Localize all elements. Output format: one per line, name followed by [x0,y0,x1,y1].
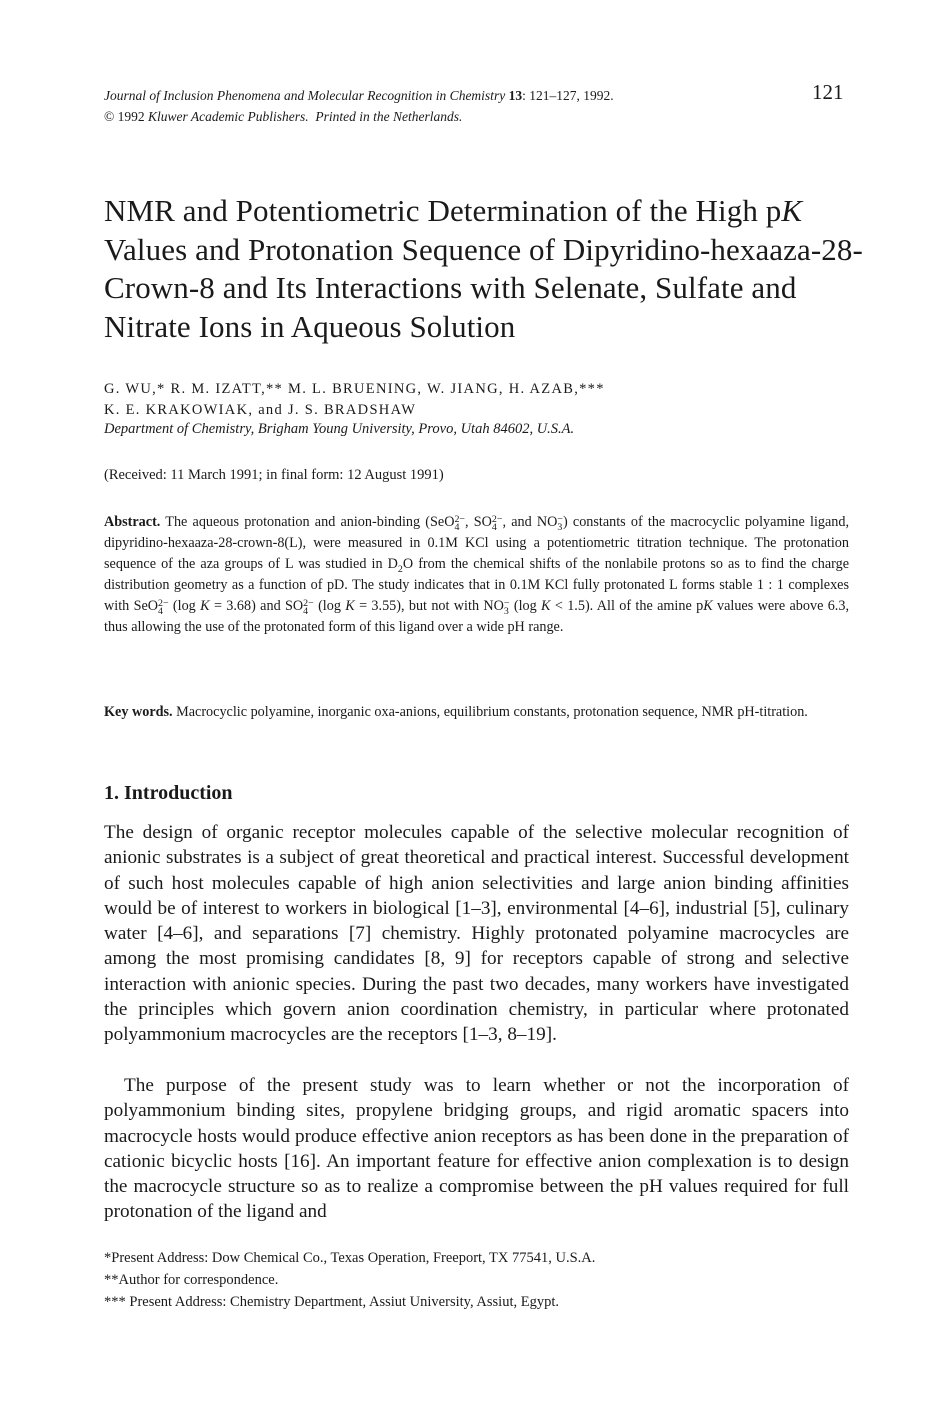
nitrate-formula: NO − 3 [536,513,563,533]
intro-paragraph-1: The design of organic receptor molecules capable of the selective molecular recognition of anionic substrates is a subject of great theoretical and practical interest. Successful development of such host molecules capable of high anion selectivities and large anion binding affinities would be of interest to workers in biological [1–3], environmental [4–6], industrial [5], culinary water [4–6], and separations [7] chemistry. Highly protonated polyamine macrocycles are among the most promising candidates [8, 9] for receptors capable of strong and selective interaction with anionic species. During the past two decades, many workers have investigated the principles which govern anion coordination chemistry, in particular where protonated polyammonium macrocycles are the receptors [1–3, 8–19]. [104,822,849,1046]
abstract-text-3: ) constants of the macrocyclic polyamine ligand, dipyridino-hexaaza-28-crown-8(L), were measured in 0.1M KCl using a potentiometric titration technique. The protonation sequence of the aza groups of L was studied in D [104,514,850,573]
abstract-text-1: The aqueous protonation and anion-binding ( [160,514,430,530]
footnotes [104,1247,849,1313]
selenate-formula-2: SeO 2− 4 [133,597,169,618]
abstract-text-8: = 3.55), but not with [354,598,484,615]
journal-citation-line [104,85,804,106]
footnote-3: *** Present Address: Chemistry Department, Assiut University, Assiut, Egypt. [104,1294,559,1310]
title-rest: Values and Protonation Sequence of Dipyridino-hexaaza-28-Crown-8 and Its Interactions with Selenate, Sulfate and Nitrate Ions in Aqueous Solution [104,231,863,344]
d2o-subscript: 2 [397,564,403,576]
abstract-text-4: O from the chemical shifts of the nonlabile protons so as to find the charge distribution geometry as a function of pD. The study indicates that in 0.1M KCl fully protonated L forms stable 1 : 1 complexes with [104,556,849,615]
journal-header [104,85,804,127]
abstract-text-5: (log [168,598,201,615]
copyright-line [104,106,804,127]
journal-volume: 13 [508,88,523,103]
received-dates: (Received: 11 March 1991; in final form: 12 August 1991) [104,467,444,483]
authors-line-2: K. E. KRAKOWIAK, and J. S. BRADSHAW [104,402,417,418]
authors-line-1: G. WU,* R. M. IZATT,** M. L. BRUENING, W. JIANG, H. AZAB,*** [104,381,605,397]
footnote-1: *Present Address: Dow Chemical Co., Texas Operation, Freeport, TX 77541, U.S.A. [104,1250,596,1266]
abstract-text-7: (log [313,598,346,615]
affiliation: Department of Chemistry, Brigham Young University, Provo, Utah 84602, U.S.A. [104,421,575,437]
section-heading-introduction: 1. Introduction [104,782,233,804]
abstract-text-10: < 1.5). All of the amine p [550,598,704,615]
journal-pages-year: : 121–127, 1992. [522,88,614,103]
abstract-text-2: , and [502,514,537,530]
nitrate-formula-2: NO − 3 [483,597,510,618]
abstract-k-3: K [541,598,551,615]
journal-name: Journal of Inclusion Phenomena and Molecular Recognition in Chemistry [104,88,506,103]
abstract [104,512,849,639]
keywords [104,702,849,723]
sulfate-formula-2: SO 2− 4 [285,597,314,618]
publisher: Kluwer Academic Publishers. [148,109,309,124]
copyright-year: 1992 [117,109,145,124]
keywords-text: Macrocyclic polyamine, inorganic oxa-anions, equilibrium constants, protonation sequence, NMR pH-titration. [172,704,808,720]
abstract-k-2: K [345,598,355,615]
page-number: 121 [812,80,844,104]
intro-paragraph-2: The purpose of the present study was to learn whether or not the incorporation of polyammonium binding sites, propylene bridging groups, and rigid aromatic spacers into macrocycle hosts would produce effective anion receptors as has been done in the preparation of cationic bicyclic hosts [16]. An important feature for effective anion complexation is to design the macrocycle structure so as to realize a compromise between the pH values required for full protonation of the ligand and [104,1075,849,1223]
author-list [104,379,864,421]
copyright-symbol: © [104,109,115,124]
sulfate-formula: SO 2− 4 [473,513,503,533]
printed-in: Printed in the Netherlands. [315,109,463,124]
selenate-formula: SeO 2− 4 [430,513,465,533]
title-k: K [781,193,803,228]
footnote-2: **Author for correspondence. [104,1272,279,1288]
abstract-text-6: = 3.68) and [209,598,286,615]
title-main: NMR and Potentiometric Determination of the High p [104,193,782,228]
abstract-text-9: (log [509,598,542,615]
abstract-comma-1: , [465,514,474,530]
abstract-text-11: values were above 6.3, thus allowing the use of the protonated form of this ligand over a wide pH range. [104,598,849,636]
keywords-label: Key words. [104,704,173,720]
paper-title [104,192,864,346]
abstract-k-1: K [200,598,210,615]
abstract-k-4: K [703,598,713,615]
abstract-label: Abstract. [104,514,161,530]
